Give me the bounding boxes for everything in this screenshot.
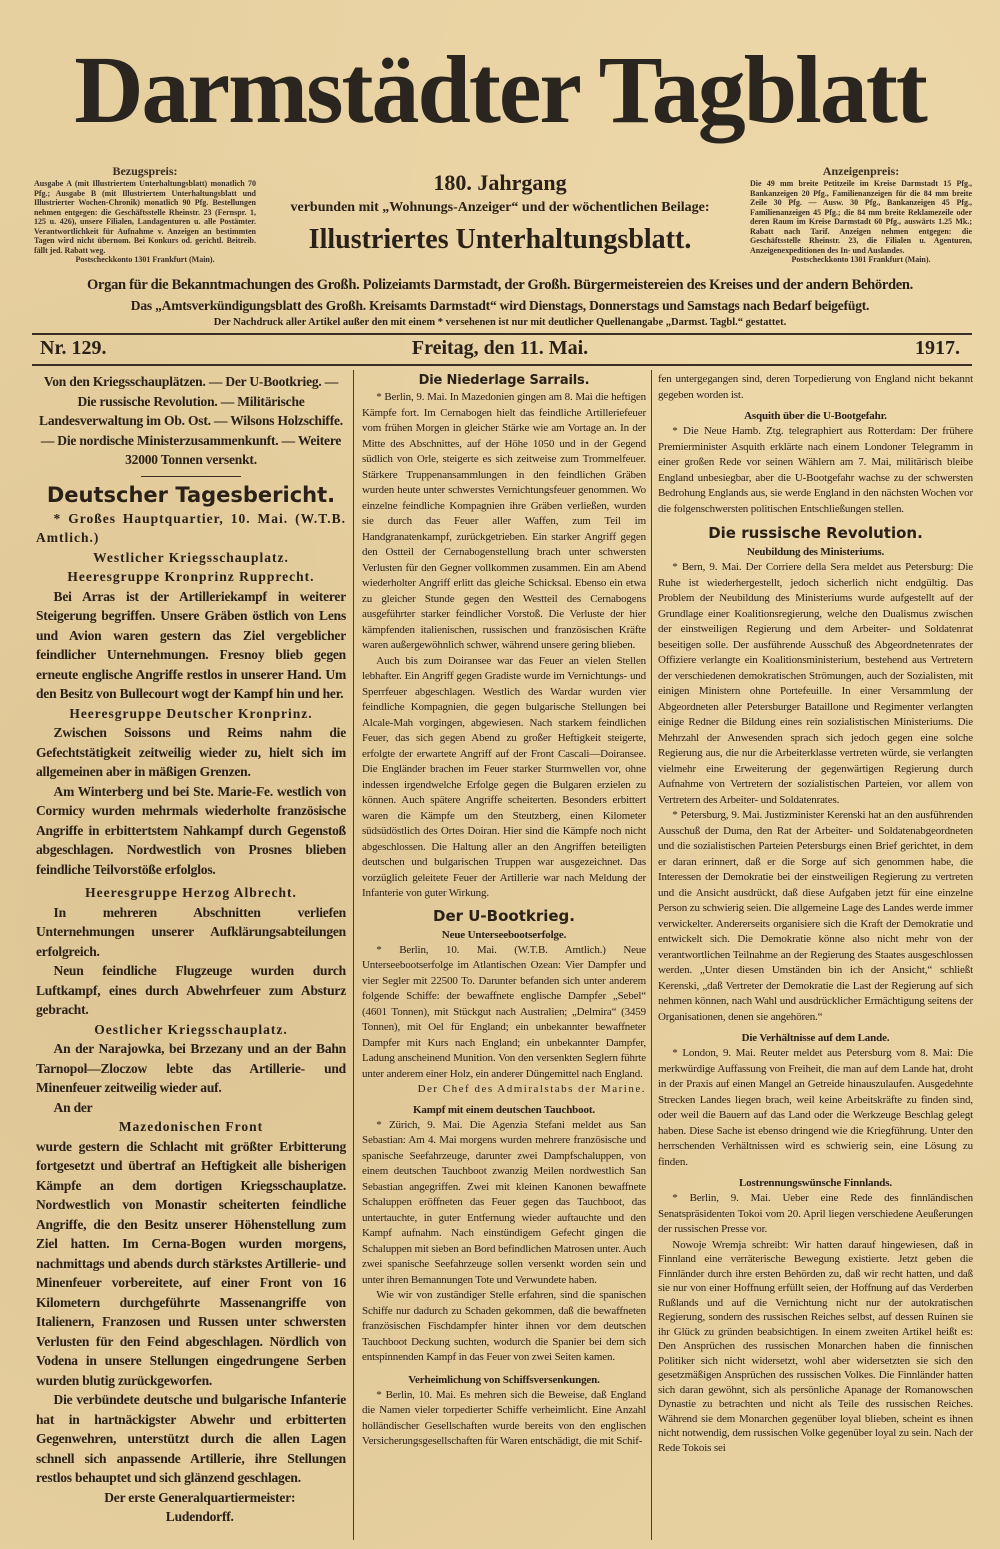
paragraph: Auch bis zum Doiransee war das Feuer an vielen Stellen lebhafter. Ein Angriff gegen Gradiste wurde im Vernichtungs- und Sperrfeuer abgeschlagen. Westlich des Wardar wurden vier feindliche Kompagnien, die gegen bulgarische Stellungen bei Alcale-Mah vorgingen, abgewiesen. Nach starkem feindlichen Feuer, das sich gegen Abend zu großer Heftigkeit steigerte, erfolgte der erwartete Angriff auf der Front Cascali—Doiransee. Die Engländer brachen im Feuer starker Sturmwellen vor, ohne indessen irgendwelche Erfolge gegen die Bulgaren erzielen zu können. Auch spätere Angriffe scheiterten. Besonders erbittert waren die Kämpfe um den Steutzberg, einen Kilometer südsüdöstlich des Ortes Doiran. Hier sind die Kämpfe noch nicht abgeschlossen. Die Haltung aller an den Angriffen beteiligten deutschen und bulgarischen Truppen war ausgezeichnet. Das vorzüglich geleitete Feuer der Artillerie war nach Meldung der Infanterie von guter Wirkung. xyxy=(362,654,646,899)
column-rule xyxy=(353,370,354,1540)
divider xyxy=(32,364,972,366)
paragraph: Zwischen Soissons und Reims nahm die Gefechtstätigkeit zeitweilig wieder zu, hielt sich im allgemeinen aber in mäßigen Grenzen. xyxy=(36,725,346,779)
subhead-rupprecht: Heeresgruppe Kronprinz Rupprecht. xyxy=(67,569,315,584)
summary: Von den Kriegsschauplätzen. — Der U-Bootkrieg. — Die russische Revolution. — Militärische Landesverwaltung im Ob. Ost. — Wilsons Holzschiffe. — Die nordische Ministerzusammenkunft. — Weitere 32000 Tonnen versenkt. xyxy=(39,374,343,467)
paragraph: Nowoje Wremja schreibt: Wir hatten darauf hingewiesen, daß in Finnland eine verräterische Bewegung existierte. Jetzt geben die Finnländer durch ihre ersten Behörden zu, daß wir recht hatten, und daß sie nur von einer Hoffnung erfüllt seien, der Hoffnung auf das Verderben Rußlands und auf die Vernichtung nicht nur der autokratischen Regierung, sondern des russischen Reiches selbst, auf dessen Ruinen sie ihr Glück zu gründen beabsichtigen. In einem zweiten Artikel heißt es: Den Ansprüchen des russischen Monarchen haben die finnischen Politiker sich nicht widersetzt, wohl aber widersetzten sie sich den gesetzmäßigen Ansprüchen des russischen Volkes. Die Finnländer hatten sich daran gewöhnt, sich als persönliche Apanage der Romanowschen Dynastie zu betrachten und nicht als Teile des russischen Reiches. Während sie dem Monarchen gegenüber loyal blieben, scheint es ihnen nicht notwendig, dem russischen Volke gegenüber loyal zu sein. Nach der Rede Tokois sei xyxy=(658,1238,973,1454)
amtsblatt-line: Das „Amtsverkündigungsblatt des Großh. Kreisamts Darmstadt“ wird Dienstags, Donnerstags und Samstags nach Bedarf beigefügt. xyxy=(130,298,870,313)
paragraph: * Zürich, 9. Mai. Die Agenzia Stefani meldet aus San Sebastian: Am 4. Mai morgens wurden mehrere französische und spanische Seefahrzeuge, darunter zwei Dampfschaluppen, von einem deutschen Tauchboot zwanzig Meilen nordwestlich San Sebastian angegriffen. Zwei mit kleinen Kanonen bewaffnete Schaluppen eröffneten das Feuer gegen das Tauchboot, das untertauchte, in guter Entfernung wieder auftauchte und den Kampf aufnahm. Nach einstündigem Gefecht gingen die Schaluppen mit sieben an Bord befindlichen Matrosen unter. Auch zwei spanische Seefahrzeuge sollen versenkt worden sein und unter ihren Bemannungen Tote und Verwundete haben. xyxy=(362,1118,646,1286)
subhead-verheimlichung: Verheimlichung von Schiffsversenkungen. xyxy=(408,1373,600,1386)
column-rule xyxy=(651,370,652,1540)
paragraph: * London, 9. Mai. Reuter meldet aus Petersburg vom 8. Mai: Die merkwürdige Auffassung von Freiheit, die man auf dem Lande hat, droht in der Praxis auf einen Mangel an Getreide hinauszulaufen. Ausgedehnte Strecken Landes liegen brach, weil keine Arbeitskräfte zu finden sind, oder weil die Bauern auf das Land oder die Werkzeuge Beschlag gelegt haben. Diese Sache ist ebenso dringend wie die Kriegführung. Unter den herrschenden Verhältnissen wird es schwierig sein, eine Lösung zu finden. xyxy=(658,1047,973,1168)
bezugspreis-text: Ausgabe A (mit Illustriertem Unterhaltungsblatt) monatlich 70 Pfg.; Ausgabe B (mit Illustriertem Unterhaltungsblatt und Illustrierter Wochen-Chronik) monatlich 90 Pfg. Bestellungen nehmen entgegen: die Geschäftsstelle Rheinstr. 23 (Fernspr. 1, 125 u. 426), unsere Filialen, Landagenturen u. alle Postämter. Verantwortlichkeit für Aufnahme v. Anzeigen an bestimmten Tagen wird nicht übernom. Bei Konkurs od. gerichtl. Beitreib. fällt jed. Rabatt weg. xyxy=(34,179,256,255)
column-3 xyxy=(658,372,973,1455)
anzeigenpreis-text: Die 49 mm breite Petitzeile im Kreise Darmstadt 15 Pfg., Bankanzeigen 20 Pfg., Familienanzeigen für die 84 mm breite Zeile 30 Pfg. — Ausw. 30 Pfg., Bankanzeigen 45 Pfg., Familienanzeigen 45 Pfg.; die 84 mm breite Reklamezeile oder deren Raum im Kreise Darmstadt 60 Pfg., auswärts 1.25 Mk.; Rabatt nach Tarif. Anzeigen nehmen entgegen: die Geschäftsstelle Rheinstr. 23, die Filialen u. Agenturen, Anzeigenexpeditionen des In- und Auslandes. xyxy=(750,179,972,255)
paragraph: Bei Arras ist der Artilleriekampf in weiterer Steigerung begriffen. Unsere Gräben östlich von Lens und Avion waren gestern das Ziel vergeblicher feindlicher Unternehmungen. Fresnoy blieb gegen erneute englische Angriffe restlos in unserer Hand. Um den Besitz von Bullecourt wogt der Kampf hin und her. xyxy=(36,588,346,701)
column-2 xyxy=(362,372,646,1450)
issue-date: Freitag, den 11. Mai. xyxy=(411,337,589,359)
paragraph: * Berlin, 9. Mai. Ueber eine Rede des finnländischen Senatspräsidenten Tokoi vom 20. April liegen verschiedene Aeußerungen der russischen Presse vor. xyxy=(658,1192,973,1235)
subhead-finnland: Lostrennungswünsche Finnlands. xyxy=(738,1177,893,1189)
paragraph: Am Winterberg und bei Ste. Marie-Fe. westlich von Cormicy wurden mehrmals wiederholte französische Angriffe in erbittertstem Nahkampf durch Gegenstoß abgeschlagen. Nordwestlich von Prosnes blieben feindliche Teilvorstöße erfolglos. xyxy=(36,783,346,877)
paragraph: * Berlin, 10. Mai. (W.T.B. Amtlich.) Neue Unterseebootserfolge im Atlantischen Ozean: Vier Dampfer und vier Segler mit 22500 To. Darunter befanden sich unter anderem folgende Schiffe: der bewaffnete englische Dampfer „Sebel“ (4601 Tonnen), mit Stückgut nach Australien; „Delmira“ (3459 Tonnen), mit Oel für England; ein unbekannter bewaffneter Dampfer mit Kurs nach England; ein unbekannter Dampfer, Ladung anscheinend Munition. Von den versenkten Seglern führte unter anderem einer Holz, ein anderer Düngemittel nach England. xyxy=(362,943,646,1080)
signature-title: Der erste Generalquartiermeister: xyxy=(104,1489,296,1505)
organ-line: Organ für die Bekanntmachungen des Großh. Polizeiamts Darmstadt, der Großh. Bürgermeistereien des Kreises und der andern Behörden. xyxy=(87,277,913,293)
subhead-west: Westlicher Kriegsschauplatz. xyxy=(93,549,289,565)
beilage-title: Illustriertes Unterhaltungsblatt. xyxy=(308,224,692,255)
headline-tagesbericht: Deutscher Tagesbericht. xyxy=(46,482,336,507)
issue-year: 1917. xyxy=(915,337,960,359)
dateline xyxy=(40,337,960,361)
subhead-erfolge: Neue Unterseebootserfolge. xyxy=(441,928,567,941)
signature-name: Ludendorff. xyxy=(165,1509,234,1524)
subhead-albrecht: Heeresgruppe Herzog Albrecht. xyxy=(85,885,297,900)
masthead-title: Darmstädter Tagblatt xyxy=(74,36,926,143)
subhead-tauchboot: Kampf mit einem deutschen Tauchboot. xyxy=(413,1103,595,1116)
divider xyxy=(141,476,241,477)
jahrgang: 180. Jahrgang xyxy=(433,170,567,195)
subhead-asquith: Asquith über die U-Bootgefahr. xyxy=(744,410,887,422)
paragraph: fen untergegangen sind, deren Torpedierung von England nicht bekannt gegeben worden ist. xyxy=(658,373,973,401)
column-1 xyxy=(36,372,346,1527)
anzeigenpreis-konto: Postscheckkonto 1301 Frankfurt (Main). xyxy=(791,255,931,264)
divider xyxy=(32,333,972,335)
paragraph: Neun feindliche Flugzeuge wurden durch Luftkampf, eines durch Abwehrfeuer zum Absturz gebracht. xyxy=(36,963,346,1017)
paragraph: An der xyxy=(53,1099,93,1115)
paragraph: * Bern, 9. Mai. Der Corriere della Sera meldet aus Petersburg: Die Ruhe ist wiederhergestellt, jedoch sicherlich nicht endgültig. Das Problem der Neubildung des Ministeriums wurde aufgestellt auf der Grundlage einer Koalitionsregierung, welche den Dualismus zwischen der einstweiligen Regierung und dem Arbeiter- und Soldatenrat beseitigen solle. Der ausführende Ausschuß des Abgeordnetenrates der Offiziere verlangte ein Koalitionsministerium, bestehend aus Vertretern der verschiedenen demokratischen Strömungen, auch der Sozialisten, mit einigen Ministern ohne Portefeuille. In einer Versammlung der Abgeordneten aller Petersburger Bataillone und Regimenter verlangten einige Redner die Bildung eines rein sozialistischen Ministeriums. Die Mehrzahl der Anwesenden sprach sich jedoch gegen eine solche Regierung aus, die nur die Arbeiterklasse vertreten würde, sie verlangten vielmehr eine Erweiterung der gegenwärtigen Regierung durch Aufnahme von Vertretern der sozialistischen Parteien, vor allem von Vertretern des Arbeiter- und Soldatenrates. xyxy=(658,561,973,806)
dateline-hauptquartier: * Großes Hauptquartier, 10. Mai. (W.T.B. Amtlich.) xyxy=(36,510,346,545)
bezugspreis-konto: Postscheckkonto 1301 Frankfurt (Main). xyxy=(75,255,215,264)
subhead-lande: Die Verhältnisse auf dem Lande. xyxy=(741,1032,890,1044)
paragraph: * Berlin, 9. Mai. In Mazedonien gingen am 8. Mai die heftigen Kämpfe fort. Im Cernabogen hielt das feindliche Artilleriefeuer vom frühen Morgen in gleicher Stärke wie am Vortage an. In der Mitte des Abschnittes, auf der Höhe 1050 und in der Gegend südlich von Orle, steigerte es sich zeitweise zum Trommelfeuer. Stärkere Truppenansammlungen in den feindlichen Gräben wurden heute unter schwerstes Vernichtungsfeuer genommen. Wo einzelne feindliche Kompagnien ihre Gräben verließen, wurden sie durch das Feuer aller Waffen, zum Teil im Handgranatenkampf, zurückgetrieben. Ein starker Angriff gegen den Ostteil der Cernabogenstellung brach unter schwersten Verlusten für den Gegner vollkommen zusammen. Ein am Abend wiederholter Angriff erlitt das gleiche Schicksal. Ebenso ein etwa zu gleicher Stunde gegen den Westteil des Cernabogens ausgeführter starker feindlicher Vorstoß. Die Verluste der hier kämpfenden italienischen, russischen und französischen Kräfte waren außergewöhnlich schwer, während unsere gering blieben. xyxy=(362,391,646,651)
subhead-mazedonisch: Mazedonischen Front xyxy=(118,1119,264,1134)
anzeigenpreis-box xyxy=(750,164,972,265)
paragraph: wurde gestern die Schlacht mit größter Erbitterung fortgesetzt und übertraf an Heftigkeit alle bisherigen Kämpfe an dem dortigen Kriegsschauplatze. Nordwestlich von Monastir scheiterten feindliche Angriffe, die den Besitz unserer Höhenstellung zum Ziel hatten. Im Cerna-Bogen wurden morgens, nachmittags und abends durch stärkstes Artillerie- und Minenfeuer vorbereitete, auf einer Front von 16 Kilometern durchgeführte Massenangriffe von Italienern, Franzosen und Russen unter schwersten Verlusten für den Feind abgeschlagen. Nördlich von Vodena in unsere Stellungen eingedrungene Serben wurden blutig zurückgeworfen. xyxy=(36,1138,346,1388)
paragraph: An der Narajowka, bei Brzezany und an der Bahn Tarnopol—Zloczow lebte das Artillerie- und Minenfeuer zeitweilig wieder auf. xyxy=(36,1041,346,1095)
subhead-neubildung: Neubildung des Ministeriums. xyxy=(746,546,885,558)
signature-admiralstab: Der Chef des Admiralstabs der Marine. xyxy=(417,1083,646,1095)
paragraph: * Petersburg, 9. Mai. Justizminister Kerenski hat an den ausführenden Ausschuß der Duma, den Rat der Arbeiter- und Soldatenabgeordneten und die sozialistischen Parteien Petersburgs einen Brief gerichtet, in dem er daran erinnert, daß er die Sorge auf sich genommen habe, die Interessen der Demokratie bei der einstweiligen Regierung zu vertreten und die Ansicht ausdrückt, daß diese Aufgaben jetzt für eine einzelne Person zu schwierig seien. Die allgemeine Lage des Landes werde immer verwickelter. Andererseits organisiere sich die Kraft der Demokratie und entwickelt sich. Die Demokratie könne also nicht mehr von der verantwortlichen Teilnahme an der Regierung des Staates ausgeschlossen werden. „Unter diesen Umständen bin ich der Ansicht,“ schließt Kerenski, „daß Vertreter der Demokratie die Last der Regierung auf sich nehmen können, nach Wahl und ausdrücklicher Ermächtigung seitens der Organisationen, denen sie angehören.“ xyxy=(658,809,973,1023)
anzeigenpreis-heading: Anzeigenpreis: xyxy=(822,164,900,178)
verbunden-line: verbunden mit „Wohnungs-Anzeiger“ und der wöchentlichen Beilage: xyxy=(290,200,710,215)
issue-number: Nr. 129. xyxy=(40,337,107,359)
paragraph: * Die Neue Hamb. Ztg. telegraphiert aus Rotterdam: Der frühere Premierminister Asquith erklärte nach einem Londoner Telegramm in einer großen Rede vor seinen Wählern am 7. Mai, militärisch bleibe England unbesiegbar, aber die U-Bootgefahr wachse zu der schwersten Bedrohung Englands aus, sie werde England in den nächsten Wochen vor die folgenschwersten politischen Entschließungen stellen. xyxy=(658,425,973,515)
subhead-kronprinz: Heeresgruppe Deutscher Kronprinz. xyxy=(69,705,313,721)
headline-ubootkrieg: Der U-Bootkrieg. xyxy=(433,906,575,925)
bezugspreis-box xyxy=(34,164,256,265)
bezugspreis-heading: Bezugspreis: xyxy=(112,164,178,178)
headline-revolution: Die russische Revolution. xyxy=(708,524,923,542)
subhead-ost: Oestlicher Kriegsschauplatz. xyxy=(94,1021,288,1037)
paragraph: In mehreren Abschnitten verliefen Unternehmungen unserer Aufklärungsabteilungen erfolgreich. xyxy=(36,904,346,959)
paragraph: Wie wir von zuständiger Stelle erfahren, sind die spanischen Schiffe nur dadurch zu Schaden gekommen, daß die bewaffneten französischen Fischdampfer hinter ihnen vor dem deutschen Tauchboot Deckung suchten, wodurch die Spanier bei dem sich entspinnenden Kampf in das Feuer von zwei Seiten kamen. xyxy=(362,1289,646,1363)
paragraph: * Berlin, 10. Mai. Es mehren sich die Beweise, daß England die Namen vieler torpedierter Schiffe verheimlicht. Eine Anzahl holländischer Gesellschaften wurde bereits von den englischen Versicherungsgesellschaften für Waren entschädigt, die mit Schif- xyxy=(362,1388,646,1447)
nachdruck-notice: Der Nachdruck aller Artikel außer den mit einem * versehenen ist nur mit deutlicher Quellenangabe „Darmst. Tagbl.“ gestattet. xyxy=(213,317,787,328)
paragraph: Die verbündete deutsche und bulgarische Infanterie hat in hartnäckigster Abwehr und erbitterten Gegenwehren, unterstützt durch die allen Lagen schnell sich anpassende Artillerie, ihre Stellungen restlos behauptet und sich glänzend geschlagen. xyxy=(36,1392,346,1485)
headline-sarrail: Die Niederlage Sarrails. xyxy=(418,373,590,388)
